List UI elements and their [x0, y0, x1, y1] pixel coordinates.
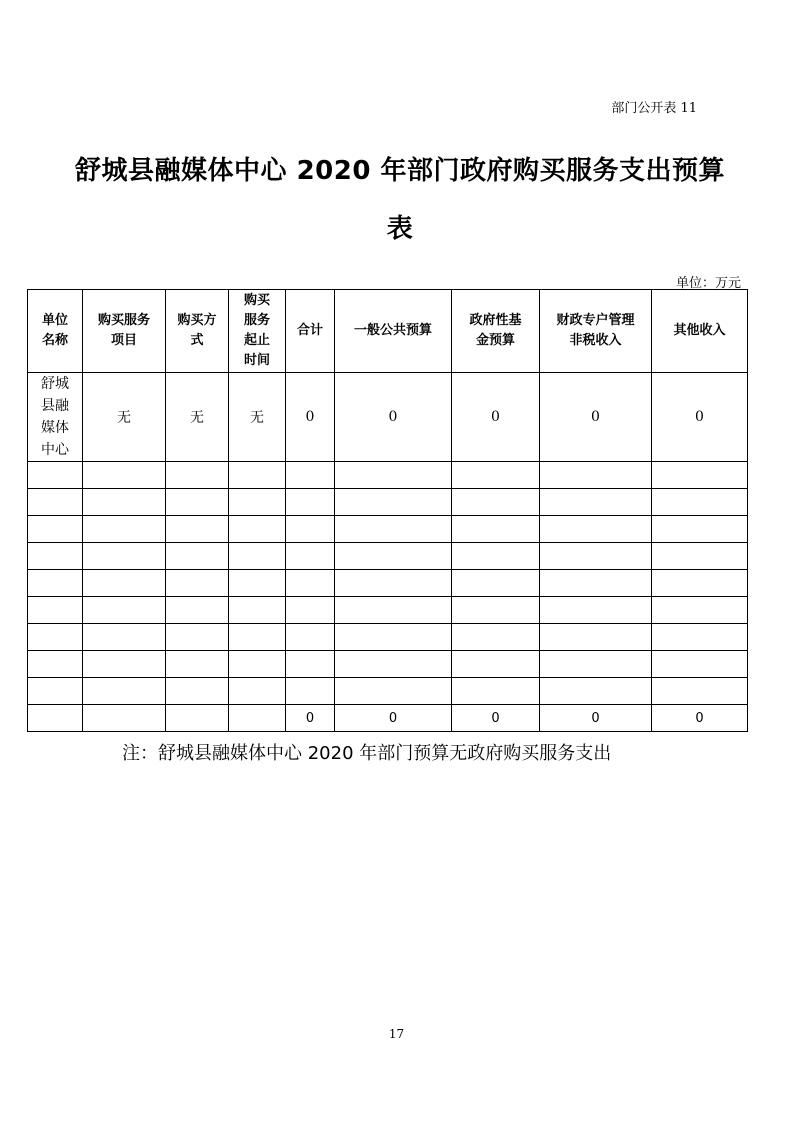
table-total-row — [28, 705, 748, 732]
total-cell-purchase-method — [166, 705, 229, 732]
page-title: 舒城县融媒体中心 2020 年部门政府购买服务支出预算 — [75, 156, 725, 186]
table-row-empty — [28, 489, 748, 516]
total-cell-total: 0 — [286, 705, 335, 732]
unit-label: 单位：万元 — [675, 276, 741, 291]
cell-special-account: 0 — [540, 373, 652, 462]
total-cell-other-income: 0 — [652, 705, 748, 732]
cell-general-budget: 0 — [335, 373, 452, 462]
total-cell-special-account: 0 — [540, 705, 652, 732]
header-total: 合计 — [286, 290, 335, 373]
cell-service-period: 无 — [229, 373, 286, 462]
table-row — [28, 373, 748, 462]
table-row-empty — [28, 516, 748, 543]
footnote: 注：舒城县融媒体中心 2020 年部门预算无政府购买服务支出 — [122, 743, 612, 764]
cell-unit-name: 舒城 县融 媒体 中心 — [28, 373, 83, 462]
cell-total: 0 — [286, 373, 335, 462]
page-title-continuation: 表 — [386, 214, 414, 244]
table-row-empty — [28, 597, 748, 624]
total-cell-unit-name — [28, 705, 83, 732]
cell-service-item: 无 — [83, 373, 166, 462]
header-gov-fund-budget: 政府性基 金预算 — [452, 290, 540, 373]
table-row-empty — [28, 570, 748, 597]
header-general-budget: 一般公共预算 — [335, 290, 452, 373]
total-cell-service-period — [229, 705, 286, 732]
table-row-empty — [28, 462, 748, 489]
cell-purchase-method: 无 — [166, 373, 229, 462]
cell-other-income: 0 — [652, 373, 748, 462]
header-service-item: 购买服务 项目 — [83, 290, 166, 373]
header-unit-name: 单位 名称 — [28, 290, 83, 373]
table-row-empty — [28, 543, 748, 570]
total-cell-gov-fund-budget: 0 — [452, 705, 540, 732]
header-purchase-method: 购买方 式 — [166, 290, 229, 373]
total-cell-service-item — [83, 705, 166, 732]
table-row-empty — [28, 651, 748, 678]
document-label: 部门公开表 11 — [611, 101, 697, 116]
cell-gov-fund-budget: 0 — [452, 373, 540, 462]
table-header-row — [28, 290, 748, 373]
header-other-income: 其他收入 — [652, 290, 748, 373]
header-service-period: 购买 服务 起止 时间 — [229, 290, 286, 373]
total-cell-general-budget: 0 — [335, 705, 452, 732]
budget-table — [27, 289, 748, 732]
table-row-empty — [28, 678, 748, 705]
header-special-account: 财政专户管理 非税收入 — [540, 290, 652, 373]
table-row-empty — [28, 624, 748, 651]
page-number: 17 — [388, 1027, 405, 1041]
